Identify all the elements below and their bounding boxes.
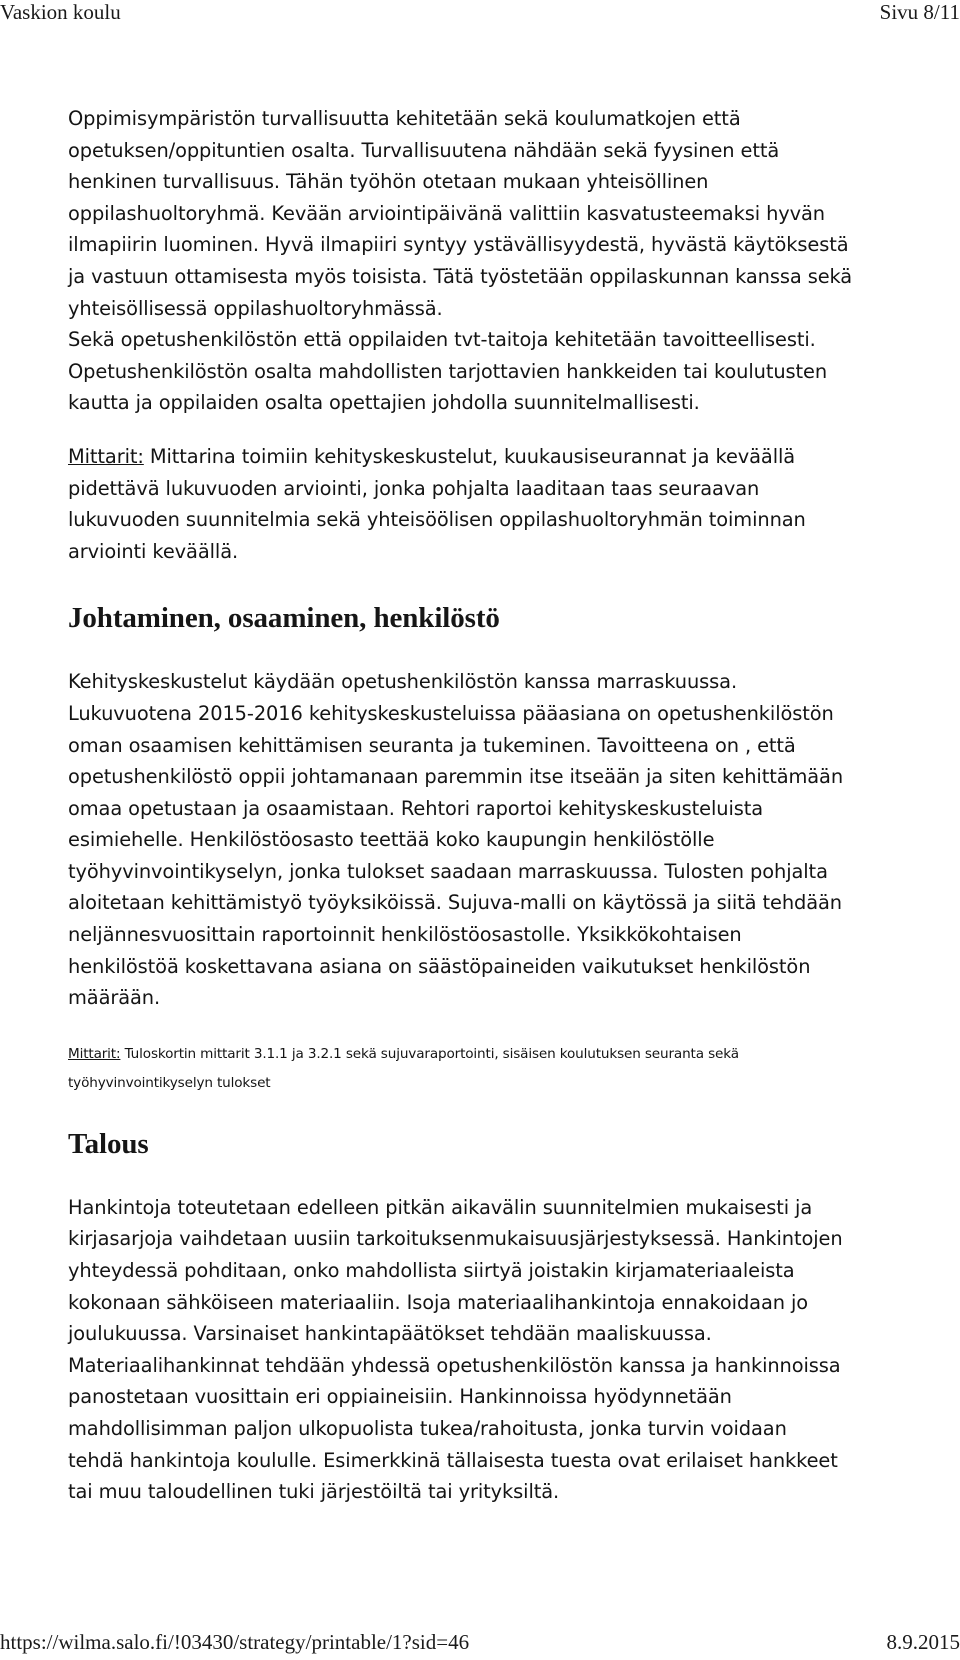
text-line: tehdä hankintoja koululle. Esimerkkinä tällaisesta tuesta ovat erilaiset hankkeet — [68, 1448, 838, 1472]
metrics-text: Tuloskortin mittarit 3.1.1 ja 3.2.1 sekä sujuvaraportointi, sisäisen koulutuksen seuranta sekä — [120, 1045, 739, 1062]
text-line: Sekä opetushenkilöstön että oppilaiden tvt-taitoja kehitetään tavoitteellisesti. — [68, 328, 816, 352]
text-line — [68, 1040, 936, 1069]
text-line: joulukuussa. Varsinaiset hankintapäätökset tehdään maaliskuussa. — [68, 1322, 712, 1346]
text-line: ilmapiirin luominen. Hyvä ilmapiiri syntyy ystävällisyydestä, hyvästä käytöksestä — [68, 233, 849, 257]
text-line: oman osaamisen kehittämisen seuranta ja tukeminen. Tavoitteena on , että — [68, 733, 796, 757]
text-line: kirjasarjoja vaihdetaan uusiin tarkoituksenmukaisuusjärjestyksessä. Hankintojen — [68, 1227, 843, 1251]
text-line: panostetaan vuosittain eri oppiaineisiin. Hankinnoissa hyödynnetään — [68, 1385, 732, 1409]
text-line: Hankintoja toteutetaan edelleen pitkän aikavälin suunnitelmien mukaisesti ja — [68, 1195, 813, 1219]
page-url: https://wilma.salo.fi/!03430/strategy/printable/1?sid=46 — [0, 1630, 470, 1654]
text-line: kokonaan sähköiseen materiaaliin. Isoja materiaalihankintoja ennakoidaan jo — [68, 1290, 809, 1314]
text-line: työhyvinvointikyselyn, jonka tulokset saadaan marraskuussa. Tulosten pohjalta — [68, 859, 828, 883]
text-line: omaa opetustaan ja osaamistaan. Rehtori raportoi kehityskeskusteluista — [68, 796, 764, 820]
text-line: tai muu taloudellinen tuki järjestöiltä tai yrityksiltä. — [68, 1480, 560, 1504]
text-line: esimiehelle. Henkilöstöosasto teettää koko kaupungin henkilöstölle — [68, 828, 715, 852]
metrics-label: Mittarit: — [68, 444, 144, 468]
text-line: Materiaalihankinnat tehdään yhdessä opetushenkilöstön kanssa ja hankinnoissa — [68, 1353, 841, 1377]
page-indicator: Sivu 8/11 — [879, 0, 960, 24]
text-line: yhteisöllisessä oppilashuoltoryhmässä. — [68, 296, 443, 320]
text-line: Opetushenkilöstön osalta mahdollisten tarjottavien hankkeiden tai koulutusten — [68, 359, 828, 383]
text-line — [68, 441, 936, 473]
text-line: mahdollisimman paljon ulkopuolista tukea/rahoitusta, jonka turvin voidaan — [68, 1417, 787, 1440]
intro-paragraph — [68, 103, 936, 419]
finance-paragraph — [68, 1192, 936, 1508]
text-line: opetuksen/oppituntien osalta. Turvallisuutena nähdään sekä fyysinen että — [68, 138, 780, 162]
text-line: oppilashuoltoryhmä. Kevään arviointipäivänä valittiin kasvatusteemaksi hyvän — [68, 201, 825, 225]
text-line: neljännesvuosittain raportoinnit henkilöstöosastolle. Yksikkökohtaisen — [68, 923, 742, 947]
text-line: henkinen turvallisuus. Tähän työhön otetaan mukaan yhteisöllinen — [68, 170, 709, 194]
text-line: lukuvuoden suunnitelmia sekä yhteisöölisen oppilashuoltoryhmän toiminnan — [68, 508, 806, 532]
print-header — [0, 0, 960, 28]
leadership-paragraph — [68, 666, 936, 1014]
text-line: henkilöstöä koskettavana asiana on säästöpaineiden vaikutukset henkilöstön — [68, 954, 811, 978]
print-footer — [0, 1630, 960, 1658]
text-line: aloitetaan kehittämistyö työyksiköissä. Sujuva-malli on käytössä ja siitä tehdään — [68, 891, 842, 915]
leadership-metrics — [68, 1040, 936, 1098]
section-heading-finance: Talous — [68, 1127, 149, 1160]
metrics-text: Mittarina toimiin kehityskeskustelut, kuukausiseurannat ja keväällä — [143, 444, 796, 468]
document-body — [68, 103, 936, 1508]
text-line: työhyvinvointikyselyn tulokset — [68, 1074, 271, 1091]
print-date: 8.9.2015 — [886, 1630, 960, 1654]
metrics-paragraph — [68, 441, 936, 567]
text-line: yhteydessä pohditaan, onko mahdollista siirtyä joistakin kirjamateriaaleista — [68, 1259, 795, 1283]
text-line: pidettävä lukuvuoden arviointi, jonka pohjalta laaditaan taas seuraavan — [68, 476, 760, 500]
text-line: opetushenkilöstö oppii johtamanaan paremmin itse itseään ja siten kehittämään — [68, 765, 844, 789]
text-line: ja vastuun ottamisesta myös toisista. Tätä työstetään oppilaskunnan kanssa sekä — [68, 264, 853, 288]
metrics-label: Mittarit: — [68, 1045, 121, 1062]
text-line: Lukuvuotena 2015-2016 kehityskeskusteluissa pääasiana on opetushenkilöstön — [68, 701, 834, 725]
text-line: arviointi keväällä. — [68, 539, 239, 563]
text-line: Oppimisympäristön turvallisuutta kehitetään sekä koulumatkojen että — [68, 107, 741, 130]
text-line: Kehityskeskustelut käydään opetushenkilöstön kanssa marraskuussa. — [68, 670, 738, 694]
section-heading-leadership: Johtaminen, osaaminen, henkilöstö — [68, 602, 500, 635]
text-line: määrään. — [68, 986, 161, 1010]
school-name: Vaskion koulu — [0, 0, 121, 24]
text-line: kautta ja oppilaiden osalta opettajien johdolla suunnitelmallisesti. — [68, 391, 700, 415]
